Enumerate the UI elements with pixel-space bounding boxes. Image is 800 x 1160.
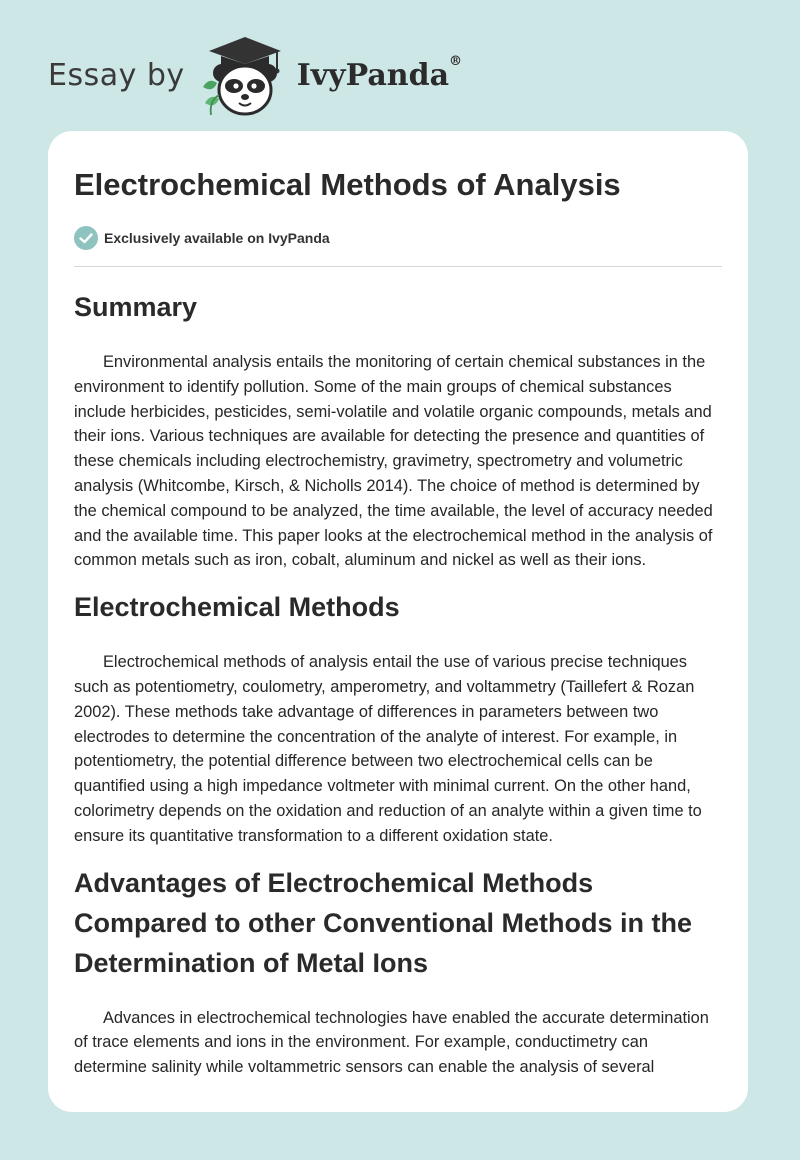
section-heading: Advantages of Electrochemical Methods Compared to other Conventional Methods in the Determination of Metal Ions	[74, 867, 693, 978]
section-heading: Electrochemical Methods	[74, 592, 400, 623]
section-paragraph: Environmental analysis entails the monitoring of certain chemical substances in the environment to identify pollution. Some of the main groups of chemical substances include herbicides, pesticides, semi-volatile and volatile organic compounds, metals and their ions. Various techniques are available for detecting the presence and quantities of these chemicals including electrochemistry, gravimetry, spectrometry and volumetric analysis (Whitcombe, Kirsch, & Nicholls 2014). The choice of method is determined by the chemical compound to be analyzed, the time available, the level of accuracy needed and the available time. This paper looks at the electrochemical method in the analysis of common metals such as iron, cobalt, aluminum and nickel as well as their ions.	[74, 353, 713, 570]
section-paragraph: Electrochemical methods of analysis entail the use of various precise techniques such as potentiometry, coulometry, amperometry, and voltammetry (Taillefert & Rozan 2002). These methods take advantage of differences in parameters between two electrodes to determine the concentration of the analyte of interest. For example, in potentiometry, the potential difference between two electrochemical cells can be quantified using a high impedance voltmeter with minimal current. On the other hand, colorimetry depends on the oxidation and reduction of an analyte within a given time to ensure its quantitative transformation to a different oxidation state.	[74, 653, 702, 845]
site-header	[48, 30, 462, 120]
registered-mark: ®	[449, 53, 463, 69]
essay-title: Electrochemical Methods of Analysis	[74, 167, 621, 202]
section-advantages	[74, 863, 722, 1080]
section-paragraph: Advances in electrochemical technologies have enabled the accurate determination of trace elements and ions in the environment. For example, conductimetry can determine salinity while voltammetric sensors can enable the analysis of several	[74, 1008, 709, 1077]
badge-label: Exclusively available on IvyPanda	[104, 230, 330, 246]
brand-prefix: Essay by	[48, 57, 185, 93]
exclusive-badge	[74, 225, 722, 251]
essay-card	[48, 131, 748, 1112]
check-circle-icon	[74, 226, 98, 250]
section-heading: Summary	[74, 292, 198, 322]
title-divider	[74, 266, 722, 267]
section-electrochemical-methods	[74, 587, 722, 848]
section-summary	[74, 287, 722, 573]
brand-name: IvyPanda®	[296, 53, 463, 93]
ivypanda-logo-icon[interactable]	[199, 31, 291, 119]
